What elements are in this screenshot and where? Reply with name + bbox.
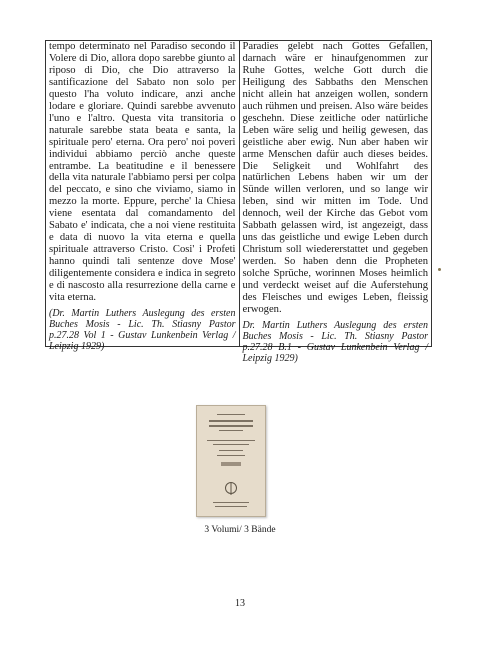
german-column [239,41,432,364]
german-citation: Dr. Martin Luthers Auslegung des ersten Buches Mosis - Lic. Th. Stiasny Pastor p.27.28 B.1 - Gustav Lunkenbein Verlag / Leipzig 1929) [242,319,428,364]
german-text: Paradies gelebt nach Gottes Gefallen, darnach wäre er hinaufgenommen zur Ruhe Gottes, welche Gott durch die Heiligung des Sabbaths den Menschen nicht allein hat anzeigen wollen, sondern auch rühmen und preisen. Also wäre beides geschehn. Diese zeitliche oder natürliche Leben wäre selig und heilig gewesen, das geistliche aber ewig. Nun aber haben wir arme Menschen dafür auch dieses beides. Die Seligkeit und Wohlfahrt des natürlichen Lebens haben wir um der Sünde willen verloren, und so lange wir leben, sind wir mitten im Tode. Und dennoch, weil der Kirche das Gebot vom Sabbath gelassen wird, ist angezeigt, dass uns das geistliche und ewige Leben durch Christum soll wiedererstattet und gegeben werden. So haben denn die Propheten solche Sprüche, worinnen Moses heimlich und verdeckt weiset auf die Auferstehung des Fleisches und ewiges Leben, fleissig erwogen. [242,41,428,315]
bilingual-text-table [45,40,432,364]
stray-mark [438,268,441,271]
figure-caption: 3 Volumi/ 3 Bände [204,525,276,535]
book-cover-image [196,405,266,517]
publisher-emblem-icon [224,481,238,497]
italian-text: tempo determinato nel Paradiso secondo il Volere di Dio, allora dopo sarebbe giunto al riposo di Dio, che Dio attraverso la santificazione del Sabato non solo per questo l'ha voluto indicare, anzi anche lodare e gloriare. Quindi sarebbe avvenuto l'uno e l'altro. Questa vita transitoria o naturale sarebbe stata beata e santa, la spirituale pero' eterna. Ora pero' noi poveri individui abbiamo perciò anche queste entrambe. La beatitudine e il benessere della vita naturale l'abbiamo persi per colpa del peccato, e sino che viviamo, siamo in mezzo la morte. Eppure, perche' la Chiesa viene esentata dal comandamento del Sabato e' indicata, che a noi viene restituita e data di nuovo la vita eterna e quella spirituale attraverso Cristo. Cosi' i Profeti hanno quindi tali sentenze dove Mose' diligentemente considera e indica in segreto e di nascosto alla resurrezione della carne e vita eterna. [49,41,236,304]
italian-column [46,41,239,352]
italian-citation: (Dr. Martin Luthers Auslegung des ersten Buches Mosis - Lic. Th. Stiasny Pastor p.27.28 Vol 1 - Gustav Lunkenbein Verlag / Leipzig 1929) [49,307,236,352]
page-number: 13 [235,598,245,609]
